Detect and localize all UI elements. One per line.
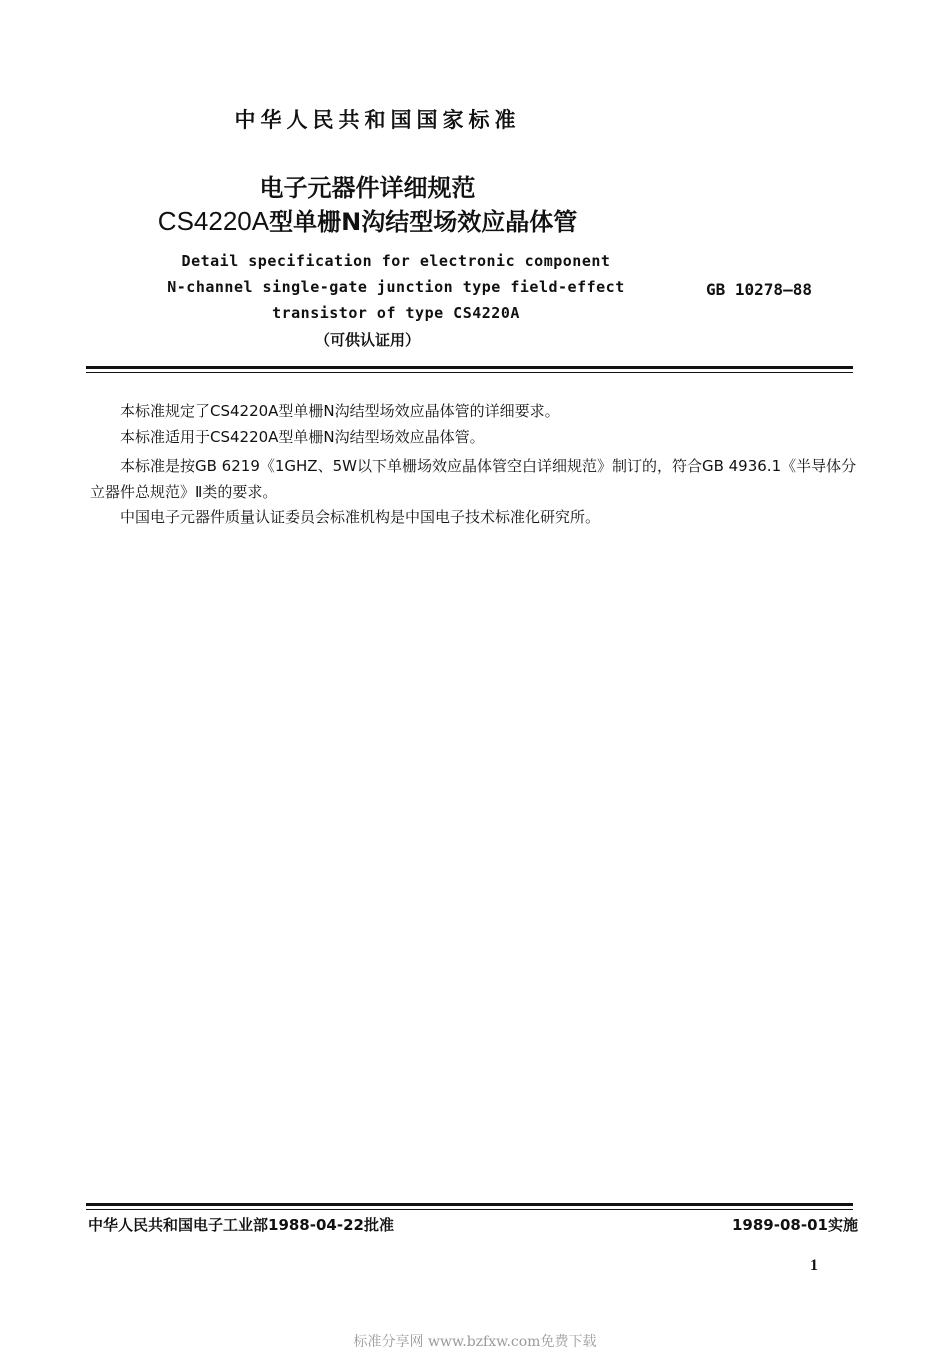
body-paragraph-applicability: 本标准适用于CS4220A型单栅N沟结型场效应晶体管。 — [120, 428, 485, 446]
certification-note: （可供认证用） — [314, 331, 420, 349]
page-number: 1 — [810, 1257, 818, 1274]
standard-number: GB 10278—88 — [706, 280, 812, 299]
approval-statement: 中华人民共和国电子工业部1988-04-22批准 — [88, 1216, 394, 1234]
footer-rule-thin — [86, 1209, 853, 1210]
title-cn-model: CS4220A — [157, 206, 270, 236]
body-paragraph-scope: 本标准规定了CS4220A型单栅N沟结型场效应晶体管的详细要求。 — [120, 402, 560, 420]
footer-rule-thick — [86, 1203, 853, 1206]
watermark-text: 标准分享网 www.bzfxw.com免费下载 — [353, 1334, 597, 1350]
title-en-line1: Detail specification for electronic component — [181, 252, 611, 270]
title-en-line2: N-channel single-gate junction type field-effect — [167, 278, 625, 296]
body-paragraph-basis: 本标准是按GB 6219《1GHZ、5W以下单栅场效应晶体管空白详细规范》制订的，符合GB 4936.1《半导体分立器件总规范》Ⅱ类的要求。 — [90, 457, 857, 501]
body-paragraph-authority: 中国电子元器件质量认证委员会标准机构是中国电子技术标准化研究所。 — [120, 508, 601, 526]
title-cn-line2 — [0, 202, 735, 237]
standard-type-heading: 中华人民共和国国家标准 — [234, 108, 521, 132]
title-cn-line1: 电子元器件详细规范 — [259, 174, 476, 202]
header-rule-thin — [86, 372, 853, 373]
title-en-line3: transistor of type CS4220A — [272, 304, 520, 322]
header-rule-thick — [86, 366, 853, 369]
implementation-date: 1989-08-01实施 — [732, 1216, 858, 1234]
title-cn-line2-rest: 型单栅N沟结型场效应晶体管 — [269, 208, 578, 236]
